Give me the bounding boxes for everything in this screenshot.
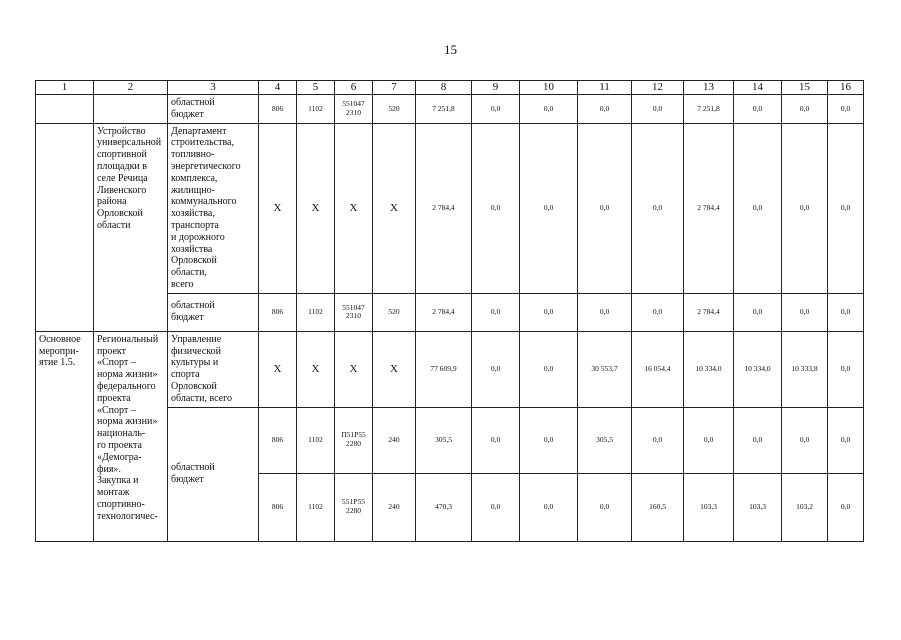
cell-2022: 7 251,8 bbox=[684, 95, 734, 124]
cell-grbs: Х bbox=[259, 123, 297, 293]
text-line: областной bbox=[171, 300, 215, 312]
text-line: Орловской bbox=[171, 380, 217, 392]
code-line: 551Р55 bbox=[342, 497, 365, 507]
text-line: Орловской bbox=[171, 255, 217, 267]
text-line: Региональный bbox=[97, 333, 159, 345]
text-line: спортивно- bbox=[97, 498, 145, 510]
cell-total: 305,5 bbox=[416, 407, 472, 473]
cell-2025: 0,0 bbox=[828, 95, 864, 124]
column-header-5: 5 bbox=[297, 81, 335, 95]
cell-csr bbox=[335, 293, 373, 331]
cell-rzpr: 1102 bbox=[297, 473, 335, 541]
text-line: проект bbox=[97, 345, 127, 357]
text-line: го проекта bbox=[97, 439, 142, 451]
text-line: хозяйства, bbox=[171, 208, 215, 220]
text-line: технологичес- bbox=[97, 510, 158, 522]
text-line: площадки в bbox=[97, 160, 147, 172]
cell-total: 2 784,4 bbox=[416, 123, 472, 293]
text-line: бюджет bbox=[171, 312, 204, 324]
cell-grbs: 806 bbox=[259, 95, 297, 124]
cell-2019: 0,0 bbox=[520, 123, 578, 293]
text-line: фия». bbox=[97, 463, 121, 475]
cell-executor bbox=[168, 95, 259, 124]
cell-total: 2 784,4 bbox=[416, 293, 472, 331]
text-line: «Демогра- bbox=[97, 451, 142, 463]
cell-vr: Х bbox=[373, 123, 416, 293]
text-line: националь- bbox=[97, 428, 146, 440]
cell-2025: 0,0 bbox=[828, 331, 864, 407]
column-header-10: 10 bbox=[520, 81, 578, 95]
text-line: области bbox=[97, 219, 131, 231]
cell-2024: 0,0 bbox=[782, 95, 828, 124]
column-header-2: 2 bbox=[94, 81, 168, 95]
text-line: области, bbox=[171, 267, 207, 279]
cell-2022: 103,3 bbox=[684, 473, 734, 541]
code-line: 2280 bbox=[346, 506, 361, 516]
cell-project-name bbox=[94, 331, 168, 541]
cell-2023: 103,3 bbox=[734, 473, 782, 541]
cell-project-name bbox=[94, 123, 168, 331]
text-line: комплекса, bbox=[171, 172, 218, 184]
cell-2023: 0,0 bbox=[734, 95, 782, 124]
text-line: коммунального bbox=[171, 196, 237, 208]
cell-vr: 240 bbox=[373, 473, 416, 541]
text-line: и дорожного bbox=[171, 231, 225, 243]
column-header-12: 12 bbox=[632, 81, 684, 95]
cell-2020: 0,0 bbox=[578, 95, 632, 124]
column-header-4: 4 bbox=[259, 81, 297, 95]
budget-table bbox=[35, 80, 864, 542]
text-line: селе Речица bbox=[97, 172, 148, 184]
cell-2024: 103,2 bbox=[782, 473, 828, 541]
cell-rzpr: 1102 bbox=[297, 293, 335, 331]
cell-executor bbox=[168, 293, 259, 331]
text-line: энергетического bbox=[171, 160, 241, 172]
text-line: норма жизни» bbox=[97, 369, 158, 381]
cell-executor bbox=[168, 331, 259, 407]
cell-vr: 520 bbox=[373, 293, 416, 331]
text-line: меропри- bbox=[39, 345, 79, 357]
cell-total: 77 609,9 bbox=[416, 331, 472, 407]
cell-2023: 0,0 bbox=[734, 407, 782, 473]
cell-rzpr: 1102 bbox=[297, 95, 335, 124]
cell-2024: 0,0 bbox=[782, 293, 828, 331]
text-line: Закупка и bbox=[97, 475, 139, 487]
cell-2019: 0,0 bbox=[520, 95, 578, 124]
code-line: 551047 bbox=[342, 302, 365, 312]
text-line: жилищно- bbox=[171, 184, 215, 196]
text-line: бюджет bbox=[171, 474, 204, 486]
cell-2019: 0,0 bbox=[520, 293, 578, 331]
text-line: «Спорт – bbox=[97, 404, 136, 416]
code-line: 551047 bbox=[342, 99, 365, 109]
text-line: Департамент bbox=[171, 125, 227, 137]
cell-2021: 0,0 bbox=[632, 407, 684, 473]
page-number: 15 bbox=[444, 42, 457, 57]
cell-grbs: Х bbox=[259, 331, 297, 407]
header-row bbox=[36, 81, 864, 95]
column-header-8: 8 bbox=[416, 81, 472, 95]
cell-2022: 0,0 bbox=[684, 407, 734, 473]
cell-rzpr: Х bbox=[297, 331, 335, 407]
cell-executor bbox=[168, 123, 259, 293]
cell-main-event bbox=[36, 331, 94, 541]
text-line: всего bbox=[171, 278, 194, 290]
cell-rzpr: Х bbox=[297, 123, 335, 293]
cell-2025: 0,0 bbox=[828, 293, 864, 331]
cell-2023: 10 334,0 bbox=[734, 331, 782, 407]
cell-2022: 2 784,4 bbox=[684, 293, 734, 331]
cell-2022: 10 334,0 bbox=[684, 331, 734, 407]
table-row bbox=[36, 95, 864, 124]
text-line: Основное bbox=[39, 333, 81, 345]
cell-csr bbox=[335, 95, 373, 124]
column-header-1: 1 bbox=[36, 81, 94, 95]
text-line: спорта bbox=[171, 369, 200, 381]
text-line: ятие 1.5. bbox=[39, 357, 76, 369]
text-line: Ливенского bbox=[97, 184, 147, 196]
cell-2022: 2 784,4 bbox=[684, 123, 734, 293]
cell-2021: 0,0 bbox=[632, 293, 684, 331]
cell-total: 470,3 bbox=[416, 473, 472, 541]
text-line: района bbox=[97, 196, 127, 208]
cell-grbs: 806 bbox=[259, 407, 297, 473]
code-line: 2310 bbox=[346, 107, 361, 117]
cell-2025: 0,0 bbox=[828, 123, 864, 293]
text-line: Устройство bbox=[97, 125, 146, 137]
text-line: проекта bbox=[97, 392, 131, 404]
cell-vr: Х bbox=[373, 331, 416, 407]
cell-2025: 0,0 bbox=[828, 473, 864, 541]
cell-rzpr: 1102 bbox=[297, 407, 335, 473]
text-line: топливно- bbox=[171, 149, 215, 161]
cell-csr bbox=[335, 407, 373, 473]
column-header-15: 15 bbox=[782, 81, 828, 95]
cell-2023: 0,0 bbox=[734, 293, 782, 331]
column-header-9: 9 bbox=[472, 81, 520, 95]
cell-2021: 0,0 bbox=[632, 123, 684, 293]
text-line: норма жизни» bbox=[97, 416, 158, 428]
table-row bbox=[36, 331, 864, 407]
code-line: 2280 bbox=[346, 439, 361, 449]
cell-2018: 0,0 bbox=[472, 293, 520, 331]
text-line: областной bbox=[171, 462, 215, 474]
cell-2018: 0,0 bbox=[472, 473, 520, 541]
column-header-14: 14 bbox=[734, 81, 782, 95]
text-line: строительства, bbox=[171, 137, 234, 149]
cell-2018: 0,0 bbox=[472, 95, 520, 124]
cell-grbs: 806 bbox=[259, 293, 297, 331]
cell-2025: 0,0 bbox=[828, 407, 864, 473]
cell-2020: 0,0 bbox=[578, 473, 632, 541]
cell-2018: 0,0 bbox=[472, 331, 520, 407]
cell-2019: 0,0 bbox=[520, 473, 578, 541]
cell-2019: 0,0 bbox=[520, 407, 578, 473]
cell-2024: 0,0 bbox=[782, 123, 828, 293]
column-header-3: 3 bbox=[168, 81, 259, 95]
code-line: П51Р55 bbox=[341, 430, 366, 440]
text-line: бюджет bbox=[171, 108, 204, 120]
cell-main-event bbox=[36, 95, 94, 124]
text-line: физической bbox=[171, 345, 221, 357]
column-header-6: 6 bbox=[335, 81, 373, 95]
text-line: спортивной bbox=[97, 149, 147, 161]
cell-grbs: 806 bbox=[259, 473, 297, 541]
cell-csr: Х bbox=[335, 123, 373, 293]
column-header-7: 7 bbox=[373, 81, 416, 95]
cell-csr: Х bbox=[335, 331, 373, 407]
cell-2024: 0,0 bbox=[782, 407, 828, 473]
text-line: областной bbox=[171, 97, 215, 108]
text-line: транспорта bbox=[171, 219, 219, 231]
code-line: 2310 bbox=[346, 311, 361, 321]
cell-2020: 0,0 bbox=[578, 123, 632, 293]
text-line: Управление bbox=[171, 333, 222, 345]
cell-2020: 305,5 bbox=[578, 407, 632, 473]
table-row bbox=[36, 123, 864, 293]
cell-2021: 160,5 bbox=[632, 473, 684, 541]
text-line: федерального bbox=[97, 380, 156, 392]
cell-project-name bbox=[94, 95, 168, 124]
cell-2018: 0,0 bbox=[472, 407, 520, 473]
cell-main-event bbox=[36, 123, 94, 331]
cell-2021: 16 054,4 bbox=[632, 331, 684, 407]
cell-executor bbox=[168, 407, 259, 541]
text-line: универсальной bbox=[97, 137, 162, 149]
text-line: хозяйства bbox=[171, 243, 213, 255]
text-line: «Спорт – bbox=[97, 357, 136, 369]
cell-2020: 0,0 bbox=[578, 293, 632, 331]
text-line: Орловской bbox=[97, 208, 143, 220]
text-line: монтаж bbox=[97, 487, 130, 499]
text-line: культуры и bbox=[171, 357, 219, 369]
cell-2020: 30 553,7 bbox=[578, 331, 632, 407]
cell-2023: 0,0 bbox=[734, 123, 782, 293]
column-header-13: 13 bbox=[684, 81, 734, 95]
column-header-16: 16 bbox=[828, 81, 864, 95]
cell-csr bbox=[335, 473, 373, 541]
cell-vr: 240 bbox=[373, 407, 416, 473]
cell-2024: 10 333,8 bbox=[782, 331, 828, 407]
column-header-11: 11 bbox=[578, 81, 632, 95]
cell-2019: 0,0 bbox=[520, 331, 578, 407]
cell-2018: 0,0 bbox=[472, 123, 520, 293]
cell-total: 7 251,8 bbox=[416, 95, 472, 124]
text-line: области, всего bbox=[171, 392, 232, 404]
cell-2021: 0,0 bbox=[632, 95, 684, 124]
cell-vr: 520 bbox=[373, 95, 416, 124]
